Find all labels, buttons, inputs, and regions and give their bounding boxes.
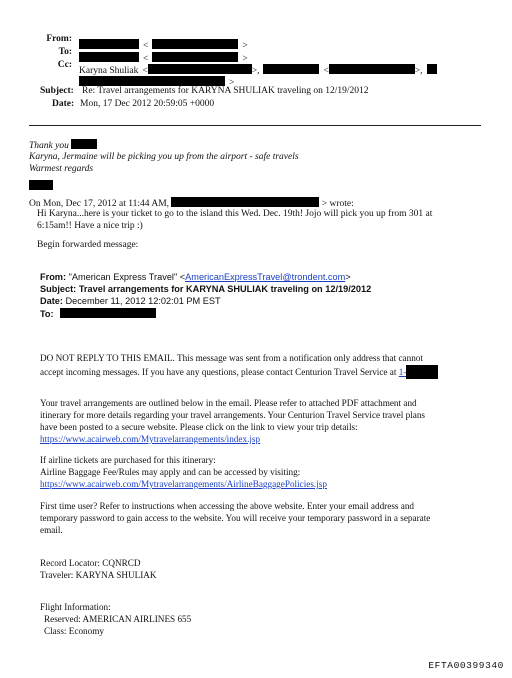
body-p1-line-1: DO NOT REPLY TO THIS EMAIL. This message was sent from a notification only address that cannot: [40, 353, 423, 363]
to-label: To:: [58, 47, 72, 57]
cc-name: Karyna Shuliak: [79, 66, 139, 76]
lt-symbol: <: [143, 41, 149, 51]
gt-symbol: >: [229, 78, 235, 88]
quote-attribution: [29, 197, 354, 209]
traveler-name: Traveler: KARYNA SHULIAK: [40, 570, 157, 580]
redaction-block: [29, 180, 53, 190]
flight-class: Class: Economy: [44, 626, 104, 636]
fwd-date-line: [40, 296, 221, 306]
redaction-block: [171, 197, 319, 207]
redaction-block: [60, 308, 156, 318]
thank-you-text: Thank you: [29, 141, 69, 151]
redaction-block: [427, 64, 437, 74]
trip-details-link[interactable]: https://www.acairweb.com/Mytravelarrangements/index.jsp: [40, 434, 261, 444]
redaction-block: [71, 139, 97, 149]
subject-value: Re: Travel arrangements for KARYNA SHULIAK traveling on 12/19/2012: [82, 86, 369, 96]
from-label: From:: [46, 34, 72, 44]
header-divider: [29, 125, 481, 126]
redaction-block: [79, 76, 225, 86]
fwd-to-line: [40, 308, 156, 319]
fwd-from-label: From:: [40, 272, 67, 282]
date-label: Date:: [52, 99, 75, 109]
fwd-from-email-link[interactable]: AmericanExpressTravel@trondent.com: [185, 272, 346, 282]
fwd-subject-line: [40, 284, 371, 294]
redaction-block: [329, 64, 415, 74]
cc-label: Cc:: [57, 60, 72, 70]
reply-signature-redaction: [29, 176, 53, 194]
fwd-subject-label: Subject:: [40, 284, 77, 294]
phone-link[interactable]: 1-: [398, 367, 407, 377]
redaction-block: [263, 64, 319, 74]
record-locator: Record Locator: CQNRCD: [40, 558, 141, 568]
fwd-to-label: To:: [40, 309, 54, 319]
lt-symbol: <: [323, 66, 329, 76]
begin-forwarded: Begin forwarded message:: [37, 240, 139, 250]
gt-symbol: >: [242, 41, 248, 51]
reply-line-2: Karyna, Jermaine will be picking you up from the airport - safe travels: [29, 152, 299, 162]
body-p1-line-2-text: accept incoming messages. If you have any questions, please contact Centurion Travel Service at: [40, 367, 397, 377]
date-value: Mon, 17 Dec 2012 20:59:05 +0000: [80, 99, 215, 109]
body-p2-line-3: have been posted to a secure website. Please click on the link to view your trip details:: [40, 422, 358, 432]
subject-label: Subject:: [40, 86, 74, 96]
body-p4-line-3: email.: [40, 525, 63, 535]
fwd-subject-value: Travel arrangements for KARYNA SHULIAK traveling on 12/19/2012: [78, 284, 372, 294]
fwd-from-name: "American Express Travel" <: [68, 272, 186, 282]
body-p2-line-1: Your travel arrangements are outlined below in the email. Please refer to attached PDF attachment and: [40, 398, 417, 408]
fwd-date-value: December 11, 2012 12:02:01 PM EST: [65, 296, 221, 306]
flight-reserved: Reserved: AMERICAN AIRLINES 655: [44, 614, 192, 624]
on-date-text: On Mon, Dec 17, 2012 at 11:44 AM,: [29, 199, 170, 209]
fwd-from-end: >: [345, 272, 351, 282]
gt-symbol: >: [242, 54, 248, 64]
body-p3-line-1: If airline tickets are purchased for this itinerary:: [40, 455, 216, 465]
wrote-text: > wrote:: [321, 199, 354, 209]
gt-symbol: >,: [251, 66, 260, 76]
body-p2-line-2: itinerary for more details regarding your travel arrangements. Your Centurion Travel Service travel plans: [40, 410, 425, 420]
gt-symbol: >,: [414, 66, 423, 76]
reply-thank-you: [29, 139, 97, 151]
body-p4-line-1: First time user? Refer to instructions when accessing the above website. Enter your email address and: [40, 501, 415, 511]
redaction-block: [406, 365, 438, 379]
flight-info-heading: Flight Information:: [40, 602, 111, 612]
baggage-policies-link[interactable]: https://www.acairweb.com/Mytravelarrangements/AirlineBaggagePolicies.jsp: [40, 479, 327, 489]
fwd-date-label: Date:: [40, 296, 63, 306]
reply-line-3: Warmest regards: [29, 164, 94, 174]
body-p4-line-2: temporary password to gain access to the website. You will receive your temporary password in a separate: [40, 513, 431, 523]
body-p3-line-2: Airline Baggage Fee/Rules may apply and can be accessed by visiting:: [40, 467, 301, 477]
lt-symbol: <: [143, 54, 149, 64]
quote-line-1: Hi Karyna...here is your ticket to go to the island this Wed. Dec. 19th! Jojo will pick you up from 301 at: [37, 209, 433, 219]
body-p1-line-2: [40, 365, 438, 379]
fwd-from-line: [40, 272, 351, 282]
lt-symbol: <: [142, 66, 148, 76]
document-id: EFTA00399340: [428, 660, 504, 671]
quote-line-2: 6:15am!! Have a nice trip :): [37, 221, 143, 231]
